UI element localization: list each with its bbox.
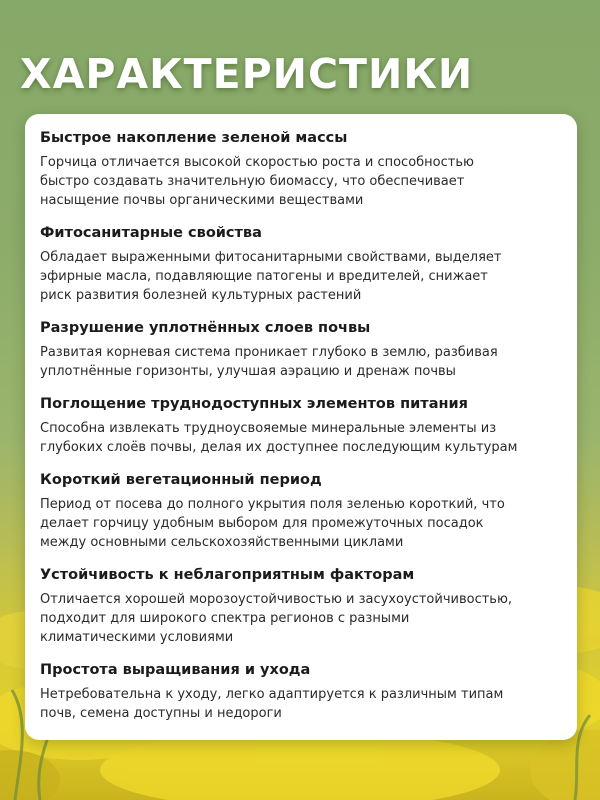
characteristic-title: Устойчивость к неблагоприятным факторам: [40, 567, 415, 583]
description-line: Горчица отличается высокой скоростью роста и способностью: [40, 155, 474, 170]
description-line: эфирные масла, подавляющие патогены и вредителей, снижает: [40, 269, 488, 284]
characteristic-title: Быстрое накопление зеленой массы: [40, 130, 348, 146]
characteristic-title: Фитосанитарные свойства: [40, 225, 262, 241]
characteristic-item: [40, 223, 563, 305]
description-line: почв, семена доступны и недороги: [40, 706, 282, 721]
characteristic-item: [40, 128, 563, 210]
characteristic-description: [40, 248, 563, 305]
description-line: Обладает выраженными фитосанитарными свойствами, выделяет: [40, 250, 502, 265]
description-line: Способна извлекать трудноусвояемые минеральные элементы из: [40, 421, 497, 436]
characteristic-description: [40, 495, 563, 552]
description-line: Отличается хорошей морозоустойчивостью и засухоустойчивостью,: [40, 592, 513, 607]
characteristic-description: [40, 590, 563, 647]
description-line: климатическими условиями: [40, 630, 234, 645]
description-line: делает горчицу удобным выбором для промежуточных посадок: [40, 516, 484, 531]
characteristic-title: Короткий вегетационный период: [40, 472, 322, 488]
description-line: Период от посева до полного укрытия поля зеленью короткий, что: [40, 497, 505, 512]
characteristic-description: [40, 343, 563, 381]
page-title: ХАРАКТЕРИСТИКИ: [20, 50, 474, 98]
description-line: насыщение почвы органическими веществами: [40, 193, 364, 208]
description-line: между основными сельскохозяйственными циклами: [40, 535, 404, 550]
characteristic-title: Простота выращивания и ухода: [40, 662, 311, 678]
description-line: Нетребовательна к уходу, легко адаптируется к различным типам: [40, 687, 504, 702]
characteristic-description: [40, 685, 563, 723]
description-line: подходит для широкого спектра регионов с разными: [40, 611, 410, 626]
characteristic-item: [40, 470, 563, 552]
characteristic-item: [40, 660, 563, 723]
description-line: быстро создавать значительную биомассу, что обеспечивает: [40, 174, 465, 189]
characteristic-description: [40, 153, 563, 210]
characteristic-item: [40, 394, 563, 457]
characteristic-title: Поглощение труднодоступных элементов питания: [40, 396, 468, 412]
description-line: глубоких слоёв почвы, делая их доступнее последующим культурам: [40, 440, 518, 455]
description-line: уплотнённые горизонты, улучшая аэрацию и дренаж почвы: [40, 364, 456, 379]
characteristics-card: [25, 114, 577, 740]
characteristic-description: [40, 419, 563, 457]
characteristic-item: [40, 318, 563, 381]
description-line: риск развития болезней культурных растений: [40, 288, 362, 303]
characteristic-title: Разрушение уплотнённых слоев почвы: [40, 320, 371, 336]
characteristic-item: [40, 565, 563, 647]
description-line: Развитая корневая система проникает глубоко в землю, разбивая: [40, 345, 498, 360]
